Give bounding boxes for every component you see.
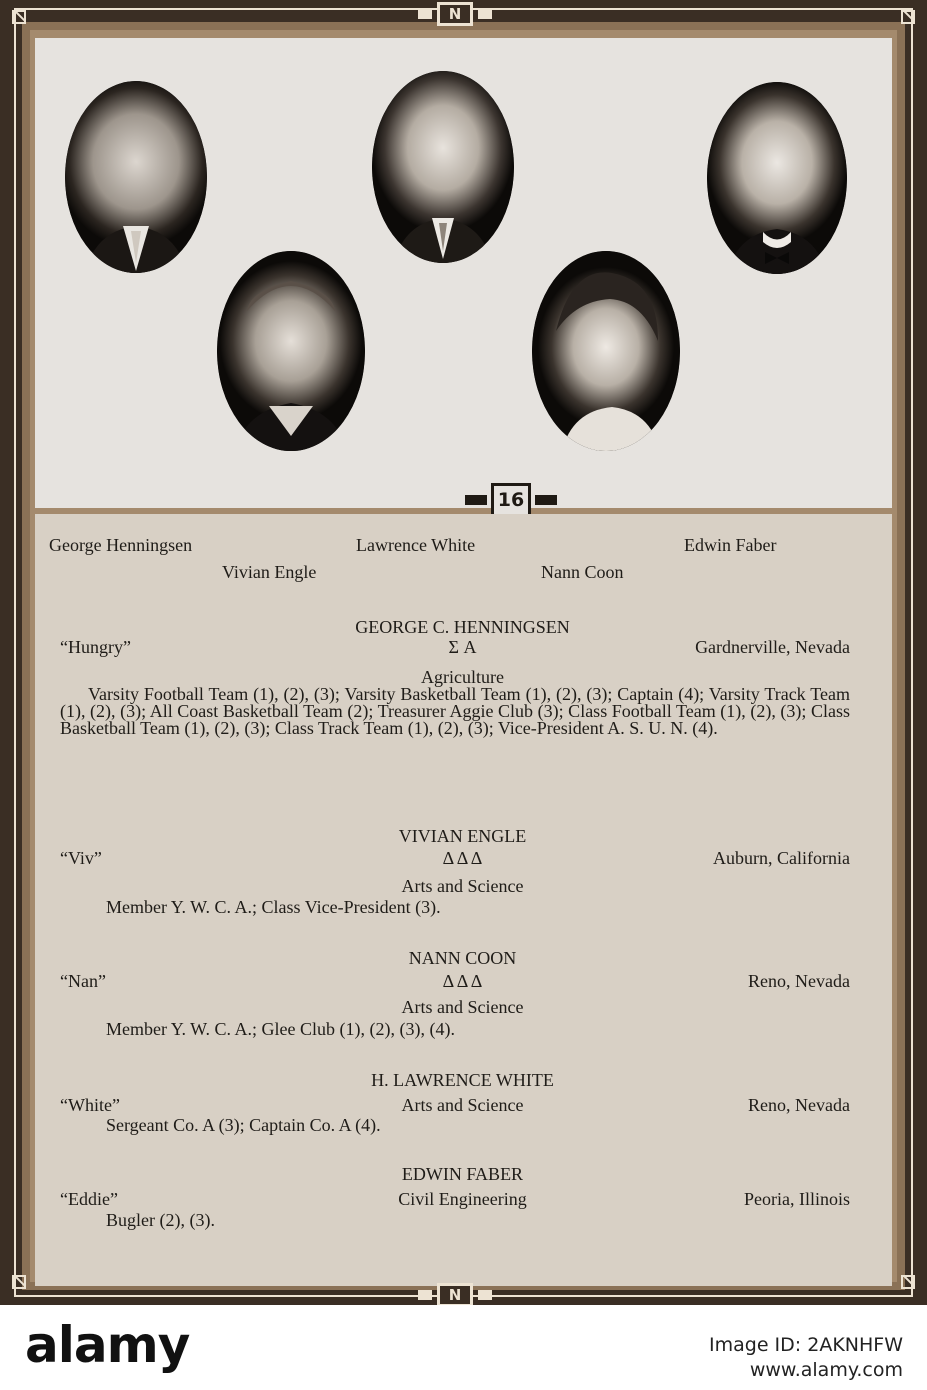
entry-name: GEORGE C. HENNINGSEN (355, 617, 570, 637)
portrait-vivian-engle (217, 251, 365, 451)
portrait-nann-coon (532, 251, 680, 451)
entry-college: Arts and Science (401, 997, 524, 1017)
entry-activities: Varsity Football Team (1), (2), (3); Varsity Basketball Team (1), (2), (3); Captain (4); Varsity Track Team (1), (2), (3); All Coast Basketball Team (2); Treasurer Aggie Club (3); Class Football Team (1), (2), (3); Class Basketball Team (1), (2), (3); Class Track Team (1), (2), (3); Vice-President A. S. U. N. (4). (60, 684, 850, 739)
entry-activities: Sergeant Co. A (3); Captain Co. A (4). (106, 1115, 381, 1135)
entry-fraternity: Δ Δ Δ (442, 848, 483, 868)
watermark-info (709, 1333, 903, 1383)
caption-george-henningsen: George Henningsen (49, 535, 193, 555)
caption-edwin-faber: Edwin Faber (684, 535, 777, 555)
entry-college: Arts and Science (401, 876, 524, 896)
entry-name: EDWIN FABER (401, 1164, 524, 1184)
caption-nann-coon: Nann Coon (541, 562, 624, 582)
alamy-logo: alamy (25, 1316, 190, 1374)
border-rule-left (14, 8, 16, 1297)
entry-hometown: Reno, Nevada (748, 971, 850, 991)
entry-fraternity: Δ Δ Δ (442, 971, 483, 991)
entry-name: VIVIAN ENGLE (398, 826, 527, 846)
entry-hometown: Auburn, California (713, 848, 850, 868)
corner-ornament (901, 10, 915, 24)
entry-nickname: “Viv” (60, 848, 102, 868)
entry-nickname: “Hungry” (60, 637, 131, 657)
entry-activities: Bugler (2), (3). (106, 1210, 215, 1230)
image-id: Image ID: 2AKNHFW (709, 1334, 903, 1356)
portrait-panel (35, 38, 892, 511)
entry-fraternity: Σ A (448, 637, 477, 657)
entry-activities: Member Y. W. C. A.; Glee Club (1), (2), (3), (4). (106, 1019, 455, 1039)
entry-hometown: Peoria, Illinois (744, 1189, 850, 1209)
entry-hometown: Gardnerville, Nevada (695, 637, 850, 657)
entry-hometown: Reno, Nevada (748, 1095, 850, 1115)
entry-nickname: “Eddie” (60, 1189, 118, 1209)
entry-nickname: “White” (60, 1095, 120, 1115)
portrait-lawrence-white (372, 71, 514, 263)
header-ornament-letter: N (437, 2, 473, 26)
entry-nickname: “Nan” (60, 971, 106, 991)
class-year-number: 16 (491, 483, 531, 517)
header-ornament (418, 2, 492, 26)
entry-college: Civil Engineering (398, 1189, 527, 1209)
border-rule-right (911, 8, 913, 1297)
entry-name: H. LAWRENCE WHITE (371, 1070, 554, 1090)
class-year-badge (465, 483, 557, 517)
entry-activities: Member Y. W. C. A.; Class Vice-President (3). (106, 897, 441, 917)
caption-lawrence-white: Lawrence White (356, 535, 476, 555)
portrait-george-henningsen (65, 81, 207, 273)
entry-name: NANN COON (408, 948, 517, 968)
caption-vivian-engle: Vivian Engle (222, 562, 317, 582)
portrait-edwin-faber (707, 82, 847, 274)
corner-ornament (12, 10, 26, 24)
corner-ornament (901, 1275, 915, 1289)
watermark-url: www.alamy.com (749, 1359, 903, 1381)
entry-college: Agriculture (421, 667, 504, 687)
entry-college: Arts and Science (401, 1095, 524, 1115)
corner-ornament (12, 1275, 26, 1289)
footer-ornament-letter: N (437, 1283, 473, 1305)
footer-ornament (418, 1283, 492, 1305)
